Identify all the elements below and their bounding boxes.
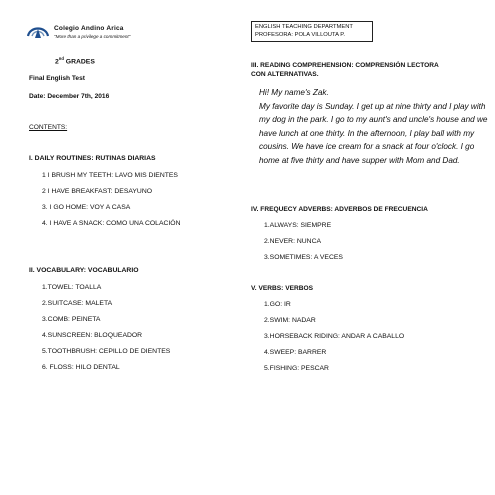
section-verbs-title: V. VERBS: VERBOS bbox=[251, 285, 314, 292]
department-name: ENGLISH TEACHING DEPARTMENT bbox=[255, 24, 353, 30]
grade-label: GRADES bbox=[63, 58, 95, 66]
list-item: 2.SWIM: NADAR bbox=[264, 317, 316, 324]
school-emblem-icon bbox=[26, 23, 50, 41]
list-item: 1.GO: IR bbox=[264, 301, 291, 308]
list-item: 1.TOWEL: TOALLA bbox=[42, 284, 102, 291]
test-date: Date: December 7th, 2016 bbox=[29, 93, 110, 100]
list-item: 1 I BRUSH MY TEETH: LAVO MIS DIENTES bbox=[42, 172, 178, 179]
school-logo bbox=[26, 21, 176, 47]
list-item: 3.SOMETIMES: A VECES bbox=[264, 254, 343, 261]
list-item: 2 I HAVE BREAKFAST: DESAYUNO bbox=[42, 188, 153, 195]
department-box bbox=[251, 21, 373, 42]
list-item: 2.NEVER: NUNCA bbox=[264, 238, 322, 245]
school-motto: "More than a privilege a commitment" bbox=[54, 34, 131, 39]
teacher-name: PROFESORA: POLA VILLOUTA P. bbox=[255, 32, 345, 38]
list-item: 6. FLOSS: HILO DENTAL bbox=[42, 364, 120, 371]
test-title: Final English Test bbox=[29, 75, 85, 82]
list-item: 3.HORSEBACK RIDING: ANDAR A CABALLO bbox=[264, 333, 405, 340]
grade-number: 2 bbox=[55, 58, 59, 66]
list-item: 1.ALWAYS: SIEMPRE bbox=[264, 222, 332, 229]
reading-passage bbox=[259, 86, 489, 168]
list-item: 3.COMB: PEINETA bbox=[42, 316, 101, 323]
school-name: Colegio Andino Arica bbox=[54, 25, 124, 32]
list-item: 2.SUITCASE: MALETA bbox=[42, 300, 113, 307]
reading-greeting: Hi! My name's Zak. bbox=[259, 88, 329, 97]
list-item: 5.FISHING: PESCAR bbox=[264, 365, 329, 372]
contents-label: CONTENTS: bbox=[29, 124, 68, 131]
grade-ordinal: nd bbox=[58, 56, 64, 61]
section-reading-title-line1: III. READING COMPREHENSION: COMPRENSIÓN LECTORA bbox=[251, 62, 439, 69]
reading-body: My favorite day is Sunday. I get up at nine thirty and I play with my dog in the park. I go to my aunt's and uncle's house and we have lunch at one thirty. In the afternoon, I play ball with my cousins. We have ice cream for a snack at four o'clock. I go home at five thirty and have supper with Mom and Dad. bbox=[259, 101, 488, 165]
list-item: 4.SWEEP: BARRER bbox=[264, 349, 327, 356]
list-item: 3. I GO HOME: VOY A CASA bbox=[42, 204, 131, 211]
section-reading-title-line2: CON ALTERNATIVAS. bbox=[251, 71, 319, 78]
list-item: 4.SUNSCREEN: BLOQUEADOR bbox=[42, 332, 143, 339]
section-daily-routines-title: I. DAILY ROUTINES: RUTINAS DIARIAS bbox=[29, 155, 156, 162]
list-item: 4. I HAVE A SNACK: COMO UNA COLACIÓN bbox=[42, 220, 181, 227]
section-frequency-adverbs-title: IV. FREQUECY ADVERBS: ADVERBOS DE FRECUENCIA bbox=[251, 206, 428, 213]
grade-heading bbox=[55, 56, 95, 65]
section-vocabulary-title: II. VOCABULARY: VOCABULARIO bbox=[29, 267, 139, 274]
list-item: 5.TOOTHBRUSH: CEPILLO DE DIENTES bbox=[42, 348, 171, 355]
